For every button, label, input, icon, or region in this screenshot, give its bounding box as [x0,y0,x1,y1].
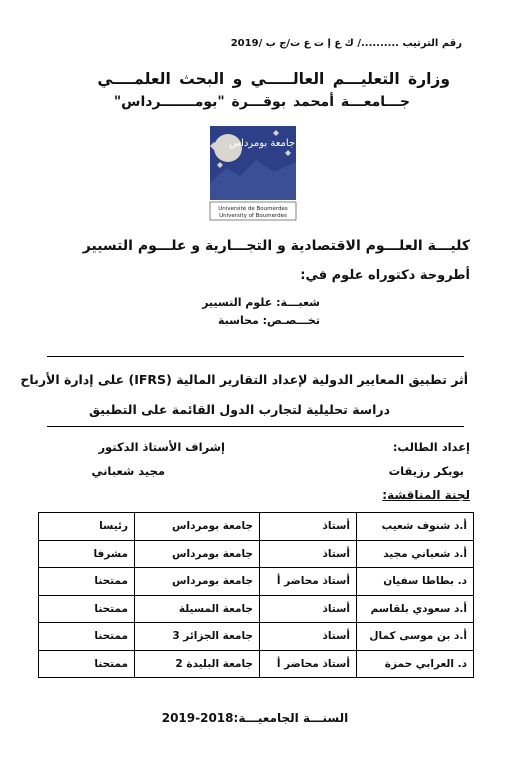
table-row [39,623,474,651]
member-university: جامعة المسيلة [135,595,260,623]
university-title: جـــامعـــة أمحمد بوقـــرة "بومـــــــرداس" [113,94,410,110]
table-row [39,568,474,596]
logo-arabic-text: جامعة بومرداس [228,138,296,149]
logo-english-text: University of Boumerdes [219,213,287,219]
member-university: جامعة بومرداس [135,568,260,596]
thesis-label: أطروحة دكتوراه علوم في: [300,268,470,283]
member-rank: أستاذ [260,540,357,568]
member-name: أ.د سعودي بلقاسم [357,595,474,623]
student-name: بوبكر رزيقات [388,464,464,478]
specialization-line: تخـــصـص: محاسبة [217,314,320,327]
member-rank: أستاذ [260,513,357,541]
top-divider [47,356,464,357]
thesis-title-line1: أثر تطبيق المعايير الدولية لإعداد التقارير المالية (IFRS) على إدارة الأرباح [20,372,468,387]
member-name: أ.د شنوف شعيب [357,513,474,541]
member-name: أ.د شعباني مجيد [357,540,474,568]
table-row [39,650,474,678]
member-rank: أستاذ [260,595,357,623]
member-rank: أستاذ [260,623,357,651]
member-role: مشرفا [39,540,135,568]
member-role: ممتحنا [39,595,135,623]
bottom-divider [47,426,464,427]
member-role: ممتحنا [39,650,135,678]
table-row [39,540,474,568]
member-role: ممتحنا [39,568,135,596]
reference-number: رقم الترتيب ........../ ك ع إ ت ع ت/ج ب /2019 [230,38,462,49]
member-name: أ.د بن موسى كمال [357,623,474,651]
thesis-title-line2: دراسة تحليلية لتجارب الدول القائمة على التطبيق [89,402,390,417]
member-university: جامعة بومرداس [135,540,260,568]
member-rank: أستاذ محاضر أ [260,650,357,678]
supervisor-label: إشراف الأستاذ الدكتور [98,440,225,454]
member-university: جامعة الجزائر 3 [135,623,260,651]
faculty-title: كليـــة العلـــوم الاقتصادية و التجـــارية و علـــوم التسيير [82,238,470,254]
university-logo [196,122,310,222]
committee-table [38,512,474,678]
member-university: جامعة البليدة 2 [135,650,260,678]
member-role: ممتحنا [39,623,135,651]
member-name: د. بطاطا سفيان [357,568,474,596]
logo-french-text: Université de Boumerdes [218,206,288,212]
academic-year: السنـــة الجامعيـــة:2018-2019 [161,711,349,725]
ministry-title: وزارة التعليـــم العالـــــي و البحث العلمــــي [97,70,450,88]
supervisor-name: مجيد شعباني [91,464,165,478]
table-row [39,595,474,623]
member-university: جامعة بومرداس [135,513,260,541]
member-role: رئيسا [39,513,135,541]
member-rank: أستاذ محاضر أ [260,568,357,596]
member-name: د. العرابي حمزة [357,650,474,678]
table-row [39,513,474,541]
student-label: إعداد الطالب: [392,440,470,454]
branch-line: شعبـــة: علوم التسيير [202,296,320,309]
committee-label: لجنة المناقشة: [382,488,470,502]
